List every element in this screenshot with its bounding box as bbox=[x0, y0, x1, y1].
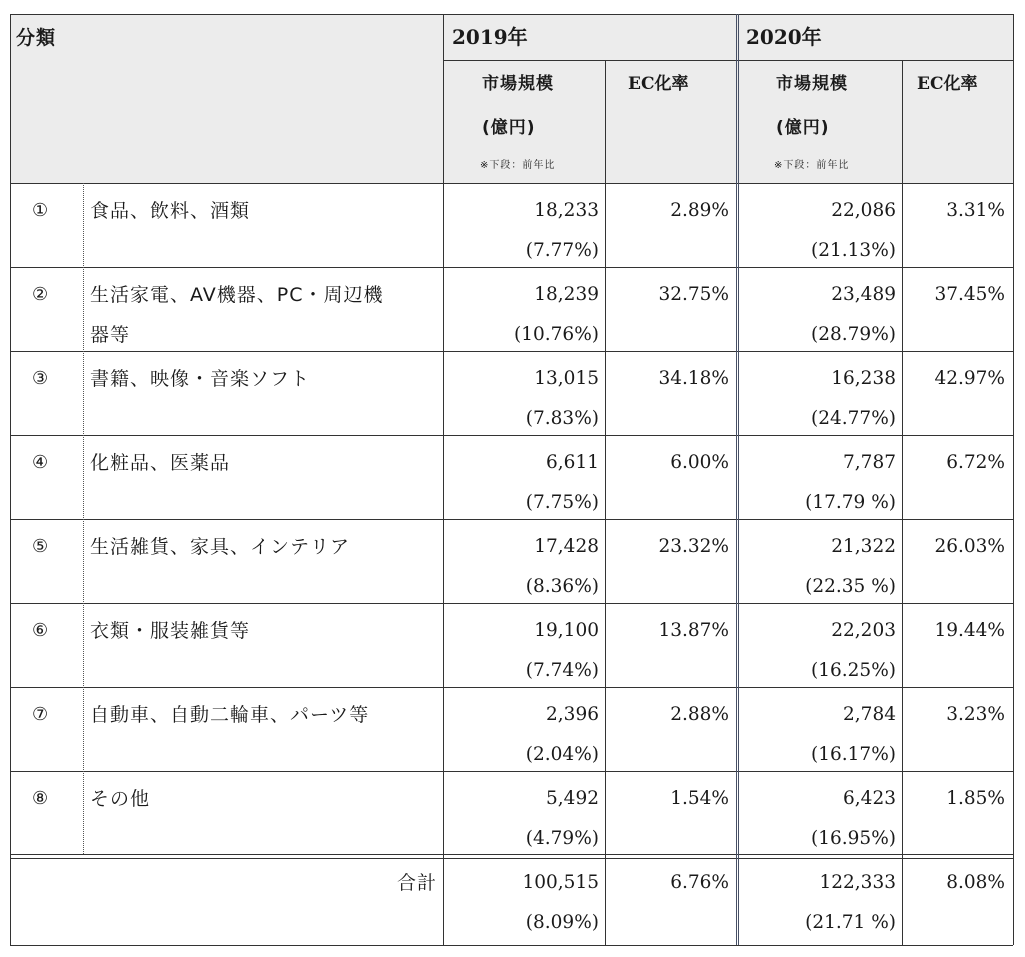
ec-rate-2019: 32.75% bbox=[658, 284, 729, 305]
table-right-border bbox=[1013, 14, 1014, 945]
market-size-2020: 23,489 bbox=[831, 284, 896, 305]
ec-rate-2019: 23.32% bbox=[658, 536, 729, 557]
market-size-2020: 22,203 bbox=[831, 620, 896, 641]
market-size-2020: 22,086 bbox=[831, 200, 896, 221]
header-year-2020: 2020年 bbox=[746, 25, 822, 49]
market-size-2020: 21,322 bbox=[831, 536, 896, 557]
ec-rate-2019: 13.87% bbox=[658, 620, 729, 641]
header-bottom-border bbox=[10, 183, 1013, 184]
ec-rate-2020: 26.03% bbox=[934, 536, 1005, 557]
header-category: 分類 bbox=[16, 27, 57, 49]
table-top-border bbox=[10, 14, 1013, 15]
row-number: ② bbox=[32, 284, 50, 305]
col-divider-2020-b bbox=[738, 14, 739, 945]
ec-rate-2020: 3.31% bbox=[946, 200, 1005, 221]
row-number: ① bbox=[32, 200, 50, 221]
ec-rate-2020: 42.97% bbox=[934, 368, 1005, 389]
ec-rate-2019: 6.00% bbox=[670, 452, 729, 473]
growth-2020: (28.79%) bbox=[811, 324, 896, 345]
row-category-name: 書籍、映像・音楽ソフト bbox=[90, 368, 311, 390]
growth-2020: (22.35 %) bbox=[805, 576, 896, 597]
growth-2019: (8.36%) bbox=[525, 576, 599, 597]
header-year-divider bbox=[443, 60, 1013, 61]
growth-2019: (2.04%) bbox=[525, 744, 599, 765]
header-market-unit-2019: (億円) bbox=[482, 118, 536, 138]
number-divider bbox=[83, 183, 84, 854]
col-divider-2020-a bbox=[736, 14, 737, 945]
row-number: ⑧ bbox=[32, 788, 50, 809]
growth-2020: (16.17%) bbox=[811, 744, 896, 765]
market-size-2019: 13,015 bbox=[534, 368, 599, 389]
row-category-name: 自動車、自動二輪車、パーツ等 bbox=[90, 704, 370, 726]
market-size-2020: 7,787 bbox=[843, 452, 896, 473]
total-growth-2019: (8.09%) bbox=[525, 912, 599, 933]
market-size-2019: 19,100 bbox=[534, 620, 599, 641]
market-size-2019: 2,396 bbox=[546, 704, 599, 725]
growth-2019: (7.83%) bbox=[525, 408, 599, 429]
growth-2019: (10.76%) bbox=[514, 324, 599, 345]
header-ec-rate-2020: EC化率 bbox=[917, 74, 978, 94]
row-category-name: 器等 bbox=[90, 324, 131, 346]
ec-rate-2020: 6.72% bbox=[946, 452, 1005, 473]
row-divider bbox=[10, 519, 1013, 520]
header-year-2019: 2019年 bbox=[452, 25, 528, 49]
header-market-size-2020: 市場規模 bbox=[776, 74, 848, 94]
growth-2020: (16.25%) bbox=[811, 660, 896, 681]
row-divider bbox=[10, 435, 1013, 436]
col-divider-2019 bbox=[443, 14, 444, 945]
market-size-2020: 16,238 bbox=[831, 368, 896, 389]
market-size-2020: 6,423 bbox=[843, 788, 896, 809]
growth-2019: (7.74%) bbox=[525, 660, 599, 681]
ec-rate-2020: 19.44% bbox=[934, 620, 1005, 641]
row-divider bbox=[10, 771, 1013, 772]
row-category-name: 食品、飲料、酒類 bbox=[90, 200, 251, 222]
row-number: ④ bbox=[32, 452, 50, 473]
header-ec-rate-2019: EC化率 bbox=[628, 74, 689, 94]
row-divider bbox=[10, 687, 1013, 688]
row-category-name: 生活雑貨、家具、インテリア bbox=[90, 536, 351, 558]
ec-rate-2020: 3.23% bbox=[946, 704, 1005, 725]
market-size-2019: 6,611 bbox=[546, 452, 599, 473]
row-divider bbox=[10, 603, 1013, 604]
growth-2019: (4.79%) bbox=[525, 828, 599, 849]
growth-2020: (16.95%) bbox=[811, 828, 896, 849]
total-market-size-2019: 100,515 bbox=[522, 872, 599, 893]
row-number: ⑥ bbox=[32, 620, 50, 641]
market-size-2019: 18,233 bbox=[534, 200, 599, 221]
ec-rate-2019: 34.18% bbox=[658, 368, 729, 389]
header-market-unit-2020: (億円) bbox=[776, 118, 830, 138]
row-number: ③ bbox=[32, 368, 50, 389]
row-divider bbox=[10, 267, 1013, 268]
growth-2020: (21.13%) bbox=[811, 240, 896, 261]
ec-rate-2019: 1.54% bbox=[670, 788, 729, 809]
row-number: ⑦ bbox=[32, 704, 50, 725]
row-category-name: 化粧品、医薬品 bbox=[90, 452, 231, 474]
ec-rate-2020: 37.45% bbox=[934, 284, 1005, 305]
total-label: 合計 bbox=[396, 872, 437, 894]
ec-rate-2019: 2.89% bbox=[670, 200, 729, 221]
row-category-name: その他 bbox=[90, 788, 151, 810]
header-market-note-2019: ※下段：前年比 bbox=[480, 160, 556, 171]
total-growth-2020: (21.71 %) bbox=[805, 912, 896, 933]
growth-2019: (7.75%) bbox=[525, 492, 599, 513]
row-category-name: 生活家電、AV機器、PC・周辺機 bbox=[90, 284, 384, 306]
total-double-border-top bbox=[10, 854, 1013, 855]
col-divider-ec2019 bbox=[605, 60, 606, 945]
market-size-2019: 17,428 bbox=[534, 536, 599, 557]
total-double-border-bottom bbox=[10, 858, 1013, 859]
total-market-size-2020: 122,333 bbox=[819, 872, 896, 893]
table-left-border bbox=[10, 14, 11, 945]
market-size-2020: 2,784 bbox=[843, 704, 896, 725]
market-size-2019: 18,239 bbox=[534, 284, 599, 305]
growth-2019: (7.77%) bbox=[525, 240, 599, 261]
market-size-2019: 5,492 bbox=[546, 788, 599, 809]
ec-rate-2020: 1.85% bbox=[946, 788, 1005, 809]
total-ec-rate-2020: 8.08% bbox=[946, 872, 1005, 893]
row-divider bbox=[10, 351, 1013, 352]
total-ec-rate-2019: 6.76% bbox=[670, 872, 729, 893]
header-market-note-2020: ※下段：前年比 bbox=[774, 160, 850, 171]
table-bottom-border bbox=[10, 945, 1013, 946]
growth-2020: (24.77%) bbox=[811, 408, 896, 429]
ec-rate-2019: 2.88% bbox=[670, 704, 729, 725]
header-market-size-2019: 市場規模 bbox=[482, 74, 554, 94]
row-category-name: 衣類・服装雑貨等 bbox=[90, 620, 251, 642]
growth-2020: (17.79 %) bbox=[805, 492, 896, 513]
col-divider-ec2020 bbox=[902, 60, 903, 945]
row-number: ⑤ bbox=[32, 536, 50, 557]
